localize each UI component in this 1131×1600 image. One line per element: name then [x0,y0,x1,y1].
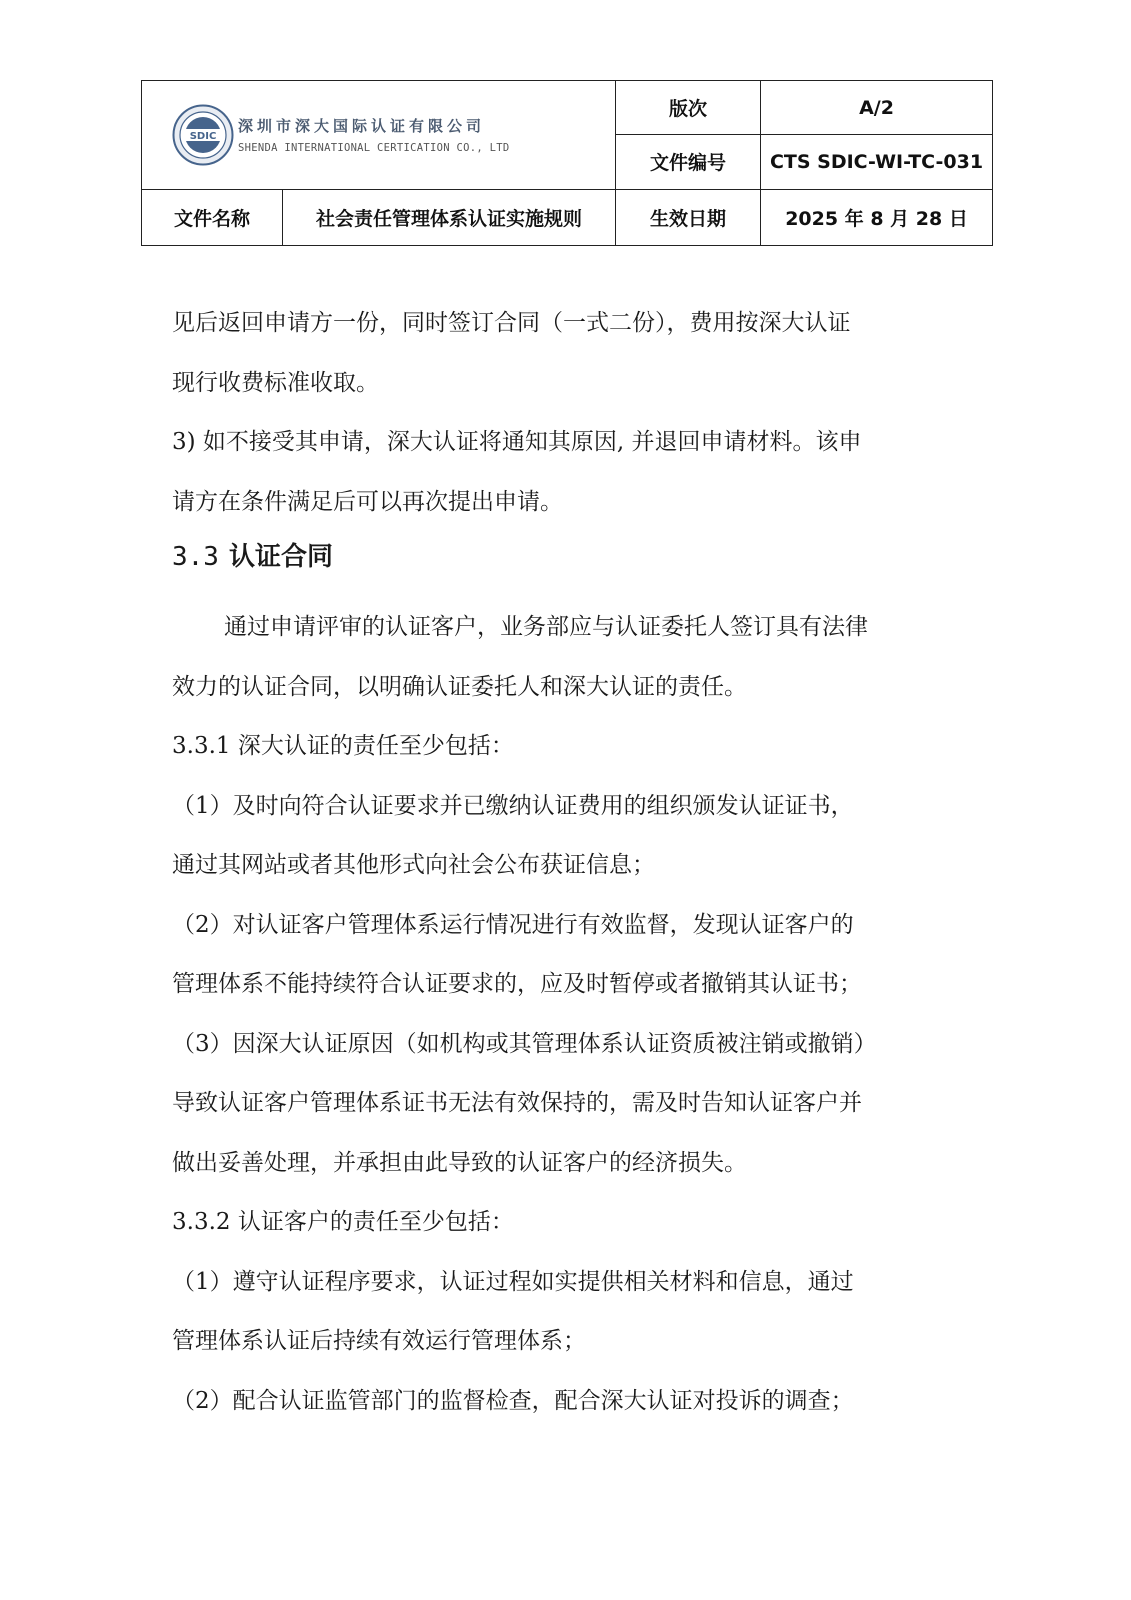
paragraph-line: 请方在条件满足后可以再次提出申请。 [172,488,563,515]
list-item-line: （2）配合认证监管部门的监督检查，配合深大认证对投诉的调查； [172,1387,854,1414]
paragraph-line: 3) 如不接受其申请，深大认证将通知其原因, 并退回申请材料。该申 [172,429,862,455]
version-label: 版次 [616,81,761,135]
list-item-line: 做出妥善处理，并承担由此导致的认证客户的经济损失。 [172,1149,747,1176]
paragraph-line: 通过申请评审的认证客户，业务部应与认证委托人签订具有法律 [224,614,868,640]
paragraph-line: 效力的认证合同，以明确认证委托人和深大认证的责任。 [172,673,747,700]
list-item-line: （2）对认证客户管理体系运行情况进行有效监督，发现认证客户的 [172,911,854,938]
subsection-heading: 3.3.2 认证客户的责任至少包括： [172,1209,514,1235]
doc-number-label: 文件编号 [616,135,761,189]
doc-number-value: CTS SDIC-WI-TC-031 [761,135,993,189]
effective-date-label: 生效日期 [616,189,761,245]
paragraph-line: 现行收费标准收取。 [172,369,379,396]
list-item-line: 通过其网站或者其他形式向社会公布获证信息； [172,852,655,878]
logo-cell [142,81,616,190]
company-name-cn: 深圳市深大国际认证有限公司 [238,117,486,136]
company-emblem-icon [172,104,234,166]
paragraph-line: 见后返回申请方一份，同时签订合同（一式二份），费用按深大认证 [172,310,851,336]
emblem-text: SDIC [189,130,217,142]
company-name-en: SHENDA INTERNATIONAL CERTICATION CO., LTD [238,142,510,155]
list-item-line: 导致认证客户管理体系证书无法有效保持的，需及时告知认证客户并 [172,1090,862,1116]
list-item-line: （1）及时向符合认证要求并已缴纳认证费用的组织颁发认证证书， [172,792,854,819]
list-item-line: （1）遵守认证程序要求，认证过程如实提供相关材料和信息，通过 [172,1268,854,1295]
document-body [172,294,972,1431]
company-logo [142,104,615,166]
list-item-line: 管理体系不能持续符合认证要求的，应及时暂停或者撤销其认证书； [172,971,862,997]
subsection-heading: 3.3.1 深大认证的责任至少包括： [172,733,514,759]
doc-name-label: 文件名称 [142,189,283,245]
effective-date-value: 2025 年 8 月 28 日 [761,189,993,245]
document-header-table [141,80,993,246]
section-heading [172,532,972,582]
list-item-line: 管理体系认证后持续有效运行管理体系； [172,1328,586,1354]
section-title: 认证合同 [228,542,333,572]
section-number: 3.3 [172,542,219,572]
version-value: A/2 [761,81,993,135]
list-item-line: （3）因深大认证原因（如机构或其管理体系认证资质被注销或撤销） [172,1030,877,1057]
doc-name-value: 社会责任管理体系认证实施规则 [283,189,616,245]
